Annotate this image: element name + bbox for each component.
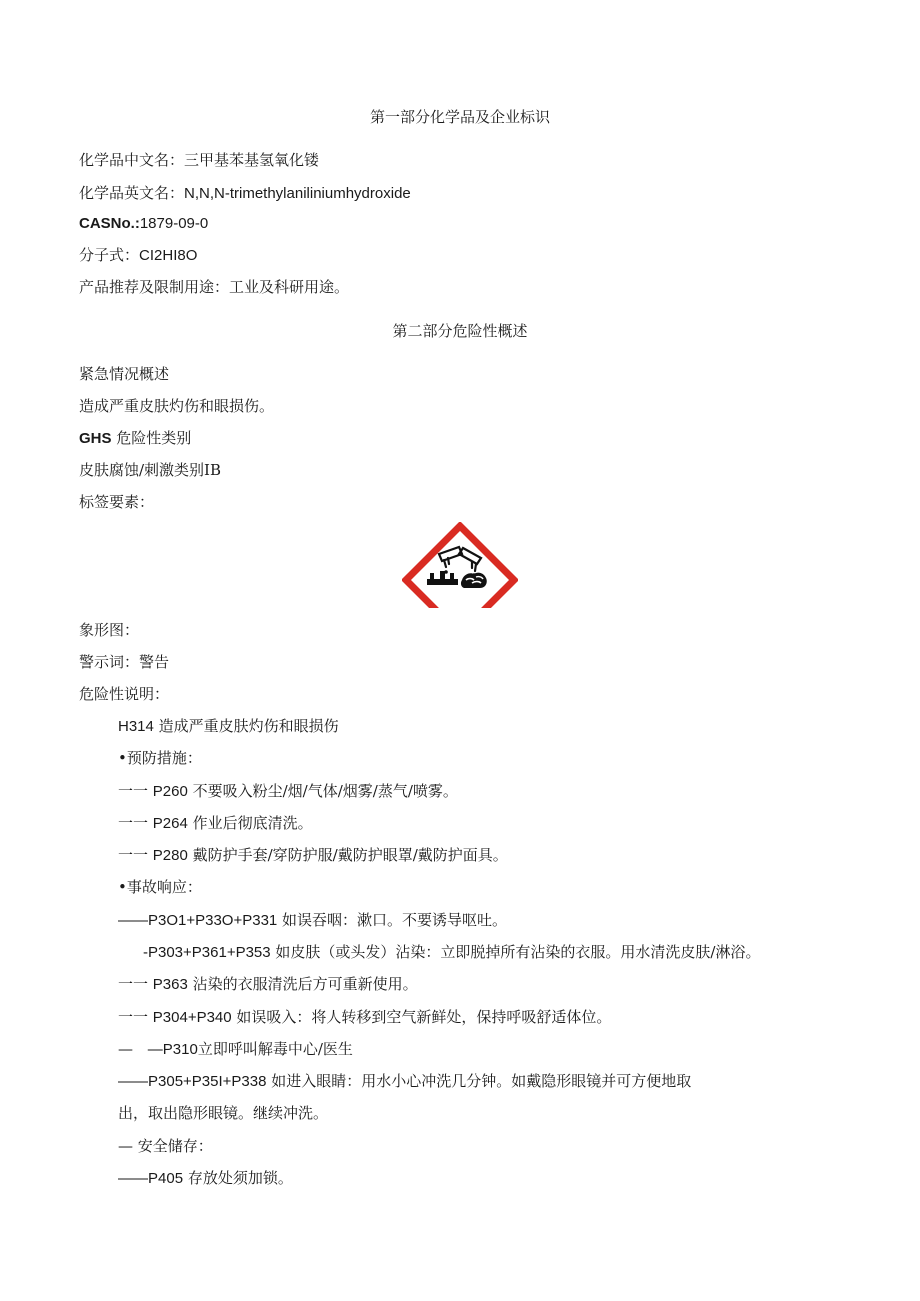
p264-code: P264	[152, 815, 188, 832]
ghs-suffix: 危险性类别	[116, 429, 192, 447]
p260-code: P260	[152, 783, 188, 800]
p301-text: 如误吞咽：漱口。不要诱导呕吐。	[282, 911, 508, 929]
chinese-name-row	[79, 150, 319, 170]
h314-statement	[118, 716, 339, 737]
h314-text: 造成严重皮肤灼伤和眼损伤	[158, 717, 339, 735]
p304-statement	[118, 1007, 611, 1028]
ghs-row	[79, 428, 191, 449]
storage-label-row	[118, 1136, 213, 1156]
p280-text: 戴防护手套/穿防护服/戴防护眼罩/戴防护面具。	[192, 846, 508, 864]
p260-text: 不要吸入粉尘/烟/气体/烟雾/蒸气/喷雾。	[192, 782, 458, 800]
response-label: •事故响应：	[118, 878, 202, 896]
storage-prefix: —	[118, 1137, 133, 1155]
category-text: 皮肤腐蚀/刺激类别IB	[79, 461, 222, 479]
formula-row	[79, 245, 197, 266]
chinese-name-label: 化学品中文名：	[79, 151, 185, 169]
p304-prefix: 一一	[118, 1008, 149, 1026]
p303-text: 如皮肤（或头发）沾染：立即脱掉所有沾染的衣服。用水清洗皮肤/淋浴。	[275, 943, 761, 961]
label-elements: 标签要素：	[79, 493, 155, 511]
p264-prefix: 一一	[118, 814, 149, 832]
emergency-overview: 紧急情况概述	[79, 365, 170, 383]
p305-continued: 出，取出隐形眼镜。继续冲洗。	[118, 1104, 329, 1122]
cas-value: 1879-09-0	[139, 215, 209, 232]
cas-row	[79, 213, 208, 234]
p405-text: 存放处须加锁。	[187, 1169, 293, 1187]
storage-label: 安全储存：	[137, 1137, 213, 1155]
p280-prefix: 一一	[118, 846, 149, 864]
section1-title: 第一部分化学品及企业标识	[369, 108, 550, 126]
signal-word: 警示词：警告	[79, 653, 170, 671]
chinese-name-value: 三甲基苯基氢氧化镂	[184, 151, 320, 169]
p363-statement	[118, 974, 418, 995]
p405-statement	[118, 1168, 293, 1189]
emergency-text: 造成严重皮肤灼伤和眼损伤。	[79, 397, 275, 415]
p280-statement	[118, 845, 508, 866]
p363-code: P363	[152, 976, 188, 993]
cas-label: CASNo.:	[79, 215, 140, 232]
p305-code: ——P305+P35I+P338	[118, 1073, 267, 1090]
p304-text: 如误吸入：将人转移到空气新鲜处，保持呼吸舒适体位。	[236, 1008, 612, 1026]
p301-code: ——P3O1+P33O+P331	[118, 912, 278, 929]
english-name-row	[79, 183, 411, 204]
prevention-label: •预防措施：	[118, 749, 202, 767]
formula-value: CI2HI8O	[139, 247, 198, 264]
p310-code: —P310	[147, 1041, 198, 1058]
p305-text: 如进入眼睛：用水小心冲洗几分钟。如戴隐形眼镜并可方便地取	[271, 1072, 692, 1090]
p305-statement	[118, 1071, 691, 1092]
h314-code: H314	[118, 718, 154, 735]
ghs-prefix: GHS	[79, 430, 112, 447]
p260-prefix: 一一	[118, 782, 149, 800]
p280-code: P280	[152, 847, 188, 864]
corrosion-pictogram-icon	[402, 522, 518, 608]
p363-prefix: 一一	[118, 975, 149, 993]
usage-label: 产品推荐及限制用途：	[79, 278, 230, 296]
p310-statement	[118, 1039, 353, 1060]
section2-title: 第二部分危险性概述	[392, 322, 528, 340]
hazard-statement-label: 危险性说明：	[79, 685, 170, 703]
p405-code: ——P405	[118, 1170, 184, 1187]
p363-text: 沾染的衣服清洗后方可重新使用。	[192, 975, 418, 993]
p264-text: 作业后彻底清洗。	[192, 814, 313, 832]
pictogram-label: 象形图：	[79, 621, 140, 639]
p310-text: 立即呼叫解毒中心/医生	[197, 1040, 353, 1058]
formula-label: 分子式：	[79, 246, 140, 264]
p310-dash: —	[118, 1040, 133, 1058]
english-name-value: N,N,N-trimethylaniliniumhydroxide	[184, 185, 411, 202]
p303-statement	[143, 942, 760, 963]
p260-statement	[118, 781, 458, 802]
p264-statement	[118, 813, 313, 834]
p301-statement	[118, 910, 507, 931]
usage-row	[79, 277, 349, 297]
usage-value: 工业及科研用途。	[229, 278, 350, 296]
p303-code: -P303+P361+P353	[143, 944, 271, 961]
p304-code: P304+P340	[152, 1009, 232, 1026]
english-name-label: 化学品英文名：	[79, 184, 185, 202]
